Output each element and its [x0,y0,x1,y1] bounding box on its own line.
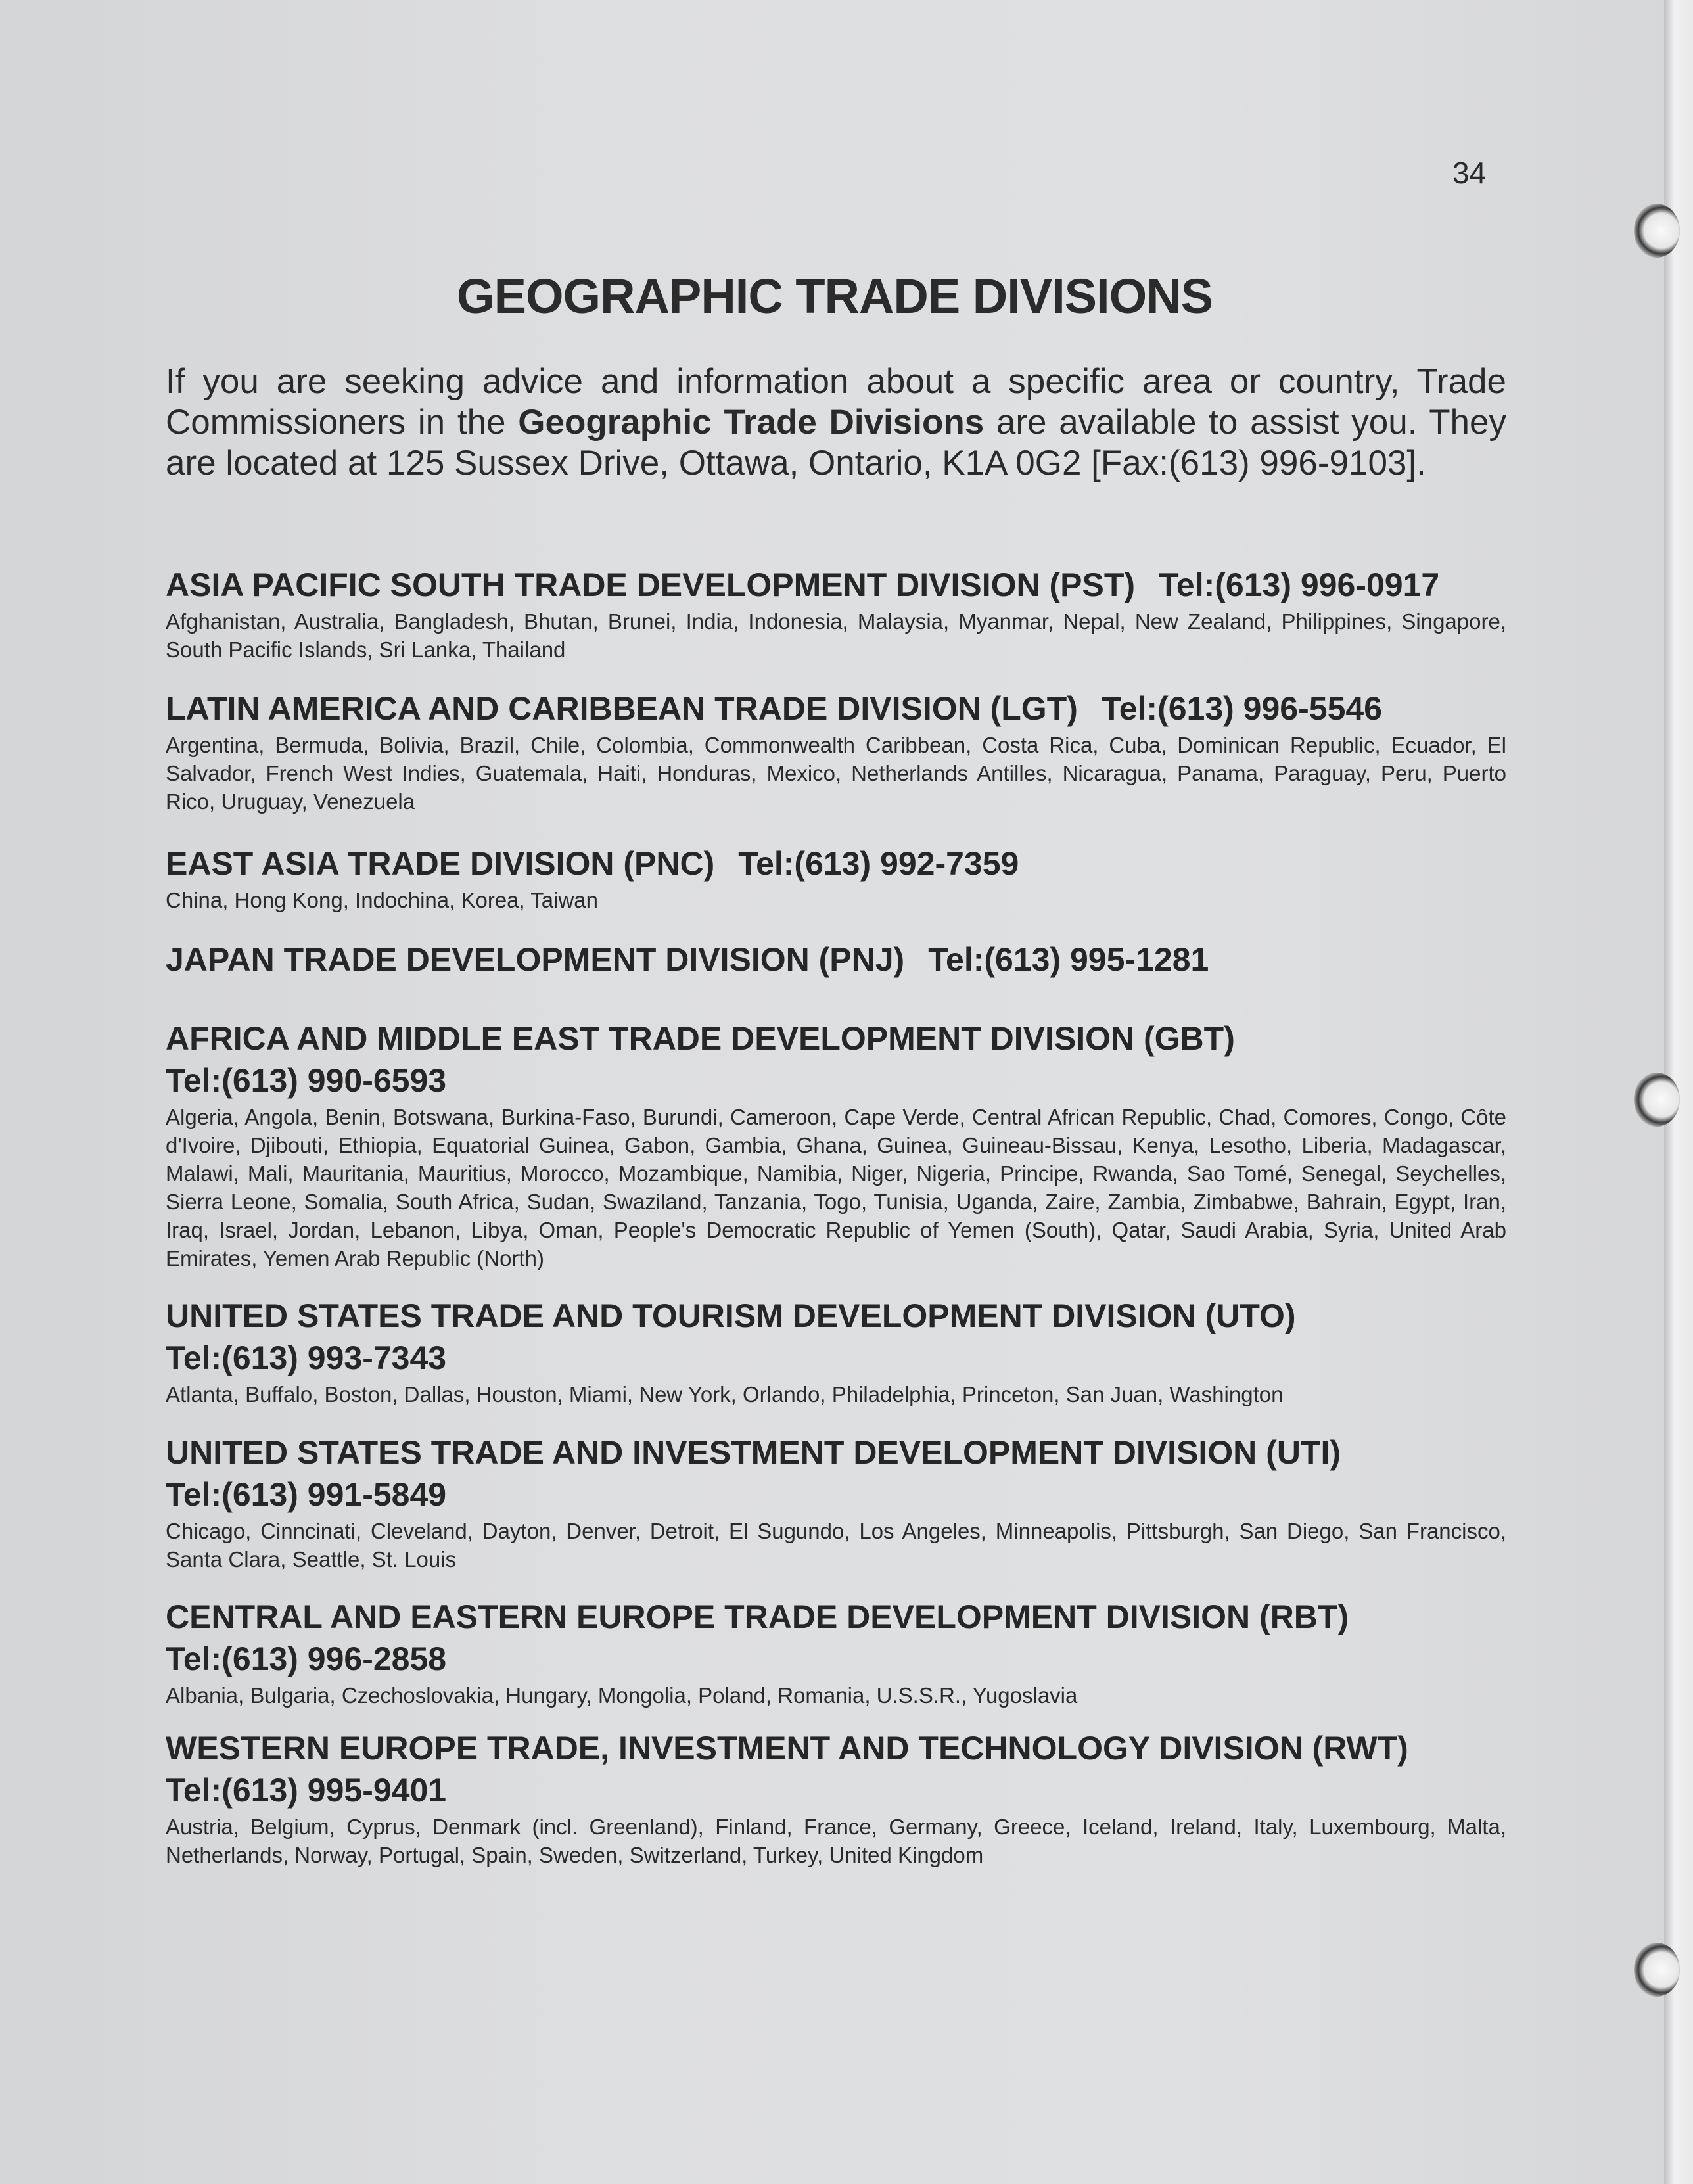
page-title: GEOGRAPHIC TRADE DIVISIONS [457,269,1213,323]
division-tel: Tel:(613) 996-2858 [166,1640,447,1677]
division-tel: Tel:(613) 992-7359 [738,845,1019,882]
binder-hole-bottom [1634,1943,1680,1997]
intro-text-start: If you are seeking advice and information about a specific area or country, Trade Commissioners in the [166,362,1506,442]
division-countries: Chicago, Cinncinati, Cleveland, Dayton, Denver, Detroit, El Sugundo, Los Angeles, Minneapolis, Pittsburgh, San Diego, San Francisco, Santa Clara, Seattle, St. Louis [166,1519,1506,1571]
division-tel: Tel:(613) 993-7343 [166,1339,447,1376]
division-countries: Austria, Belgium, Cyprus, Denmark (incl. Greenland), Finland, France, Germany, Greece, Iceland, Ireland, Italy, Luxembourg, Malta, Netherlands, Norway, Portugal, Spain, Sweden, Switzerland, Turkey, United Kingdom [166,1815,1506,1867]
division-countries: Albania, Bulgaria, Czechoslovakia, Hungary, Mongolia, Poland, Romania, U.S.S.R., Yugoslavia [166,1683,1078,1708]
division-tel: Tel:(613) 995-1281 [928,941,1209,978]
division-name: ASIA PACIFIC SOUTH TRADE DEVELOPMENT DIVISION (PST) [166,567,1136,603]
division-tel: Tel:(613) 996-0917 [1159,567,1440,603]
division-countries: Atlanta, Buffalo, Boston, Dallas, Houston, Miami, New York, Orlando, Philadelphia, Princeton, San Juan, Washington [166,1382,1284,1406]
division-lgt [166,687,1506,816]
division-heading [166,1431,1506,1516]
intro-text-bold: Geographic Trade Divisions [518,403,985,442]
division-countries: Afghanistan, Australia, Bangladesh, Bhutan, Brunei, India, Indonesia, Malaysia, Myanmar, Nepal, New Zealand, Philippines, Singapore, South Pacific Islands, Sri Lanka, Thailand [166,609,1506,662]
page-number: 34 [1452,156,1487,190]
division-name: CENTRAL AND EASTERN EUROPE TRADE DEVELOPMENT DIVISION (RBT) [166,1598,1349,1635]
binder-hole-top [1634,204,1680,258]
division-pnj [166,939,1506,981]
binder-hole-middle [1634,1073,1680,1127]
division-name: UNITED STATES TRADE AND TOURISM DEVELOPMENT DIVISION (UTO) [166,1297,1296,1334]
division-rwt [166,1727,1506,1869]
division-countries: China, Hong Kong, Indochina, Korea, Taiwan [166,888,599,912]
intro-text-end: are available to assist you. They are located at 125 Sussex Drive, Ottawa, Ontario, K1A 0G2 [Fax:(613) 996-9103]. [166,403,1507,482]
division-tel: Tel:(613) 996-5546 [1101,690,1382,727]
division-heading [166,1596,1506,1680]
division-heading [166,1295,1506,1379]
division-gbt [166,1017,1506,1272]
division-name: AFRICA AND MIDDLE EAST TRADE DEVELOPMENT DIVISION (GBT) [166,1020,1235,1057]
division-uto [166,1295,1506,1408]
division-rbt [166,1596,1506,1709]
division-tel: Tel:(613) 995-9401 [166,1772,447,1809]
division-uti [166,1431,1506,1573]
division-pnc [166,843,1506,914]
division-heading [166,843,1506,885]
division-countries: Algeria, Angola, Benin, Botswana, Burkina-Faso, Burundi, Cameroon, Cape Verde, Central African Republic, Chad, Comores, Congo, Côte d'Ivoire, Djibouti, Ethiopia, Equatorial Guinea, Gabon, Gambia, Ghana, Guinea, Guineau-Bissau, Kenya, Lesotho, Liberia, Madagascar, Malawi, Mali, Mauritania, Mauritius, Morocco, Mozambique, Namibia, Niger, Nigeria, Principe, Rwanda, Sao Tomé, Senegal, Seychelles, Sierra Leone, Somalia, South Africa, Sudan, Swaziland, Tanzania, Togo, Tunisia, Uganda, Zaire, Zambia, Zimbabwe, Bahrain, Egypt, Iran, Iraq, Israel, Jordan, Lebanon, Libya, Oman, People's Democratic Republic of Yemen (South), Qatar, Saudi Arabia, Syria, United Arab Emirates, Yemen Arab Republic (North) [166,1105,1506,1270]
division-heading [166,1017,1506,1102]
division-heading [166,687,1506,730]
division-pst [166,564,1506,664]
division-tel: Tel:(613) 991-5849 [166,1476,447,1513]
division-heading [166,564,1506,606]
intro-paragraph [166,361,1506,484]
division-name: EAST ASIA TRADE DIVISION (PNC) [166,845,715,882]
division-countries: Argentina, Bermuda, Bolivia, Brazil, Chile, Colombia, Commonwealth Caribbean, Costa Rica, Cuba, Dominican Republic, Ecuador, El Salvador, French West Indies, Guatemala, Haiti, Honduras, Mexico, Netherlands Antilles, Nicaragua, Panama, Paraguay, Peru, Puerto Rico, Uruguay, Venezuela [166,733,1506,814]
division-heading [166,939,1506,981]
division-name: JAPAN TRADE DEVELOPMENT DIVISION (PNJ) [166,941,905,978]
division-heading [166,1727,1506,1811]
division-tel: Tel:(613) 990-6593 [166,1062,447,1099]
division-name: LATIN AMERICA AND CARIBBEAN TRADE DIVISION (LGT) [166,690,1078,727]
division-name: UNITED STATES TRADE AND INVESTMENT DEVELOPMENT DIVISION (UTI) [166,1434,1341,1471]
division-name: WESTERN EUROPE TRADE, INVESTMENT AND TECHNOLOGY DIVISION (RWT) [166,1730,1408,1767]
